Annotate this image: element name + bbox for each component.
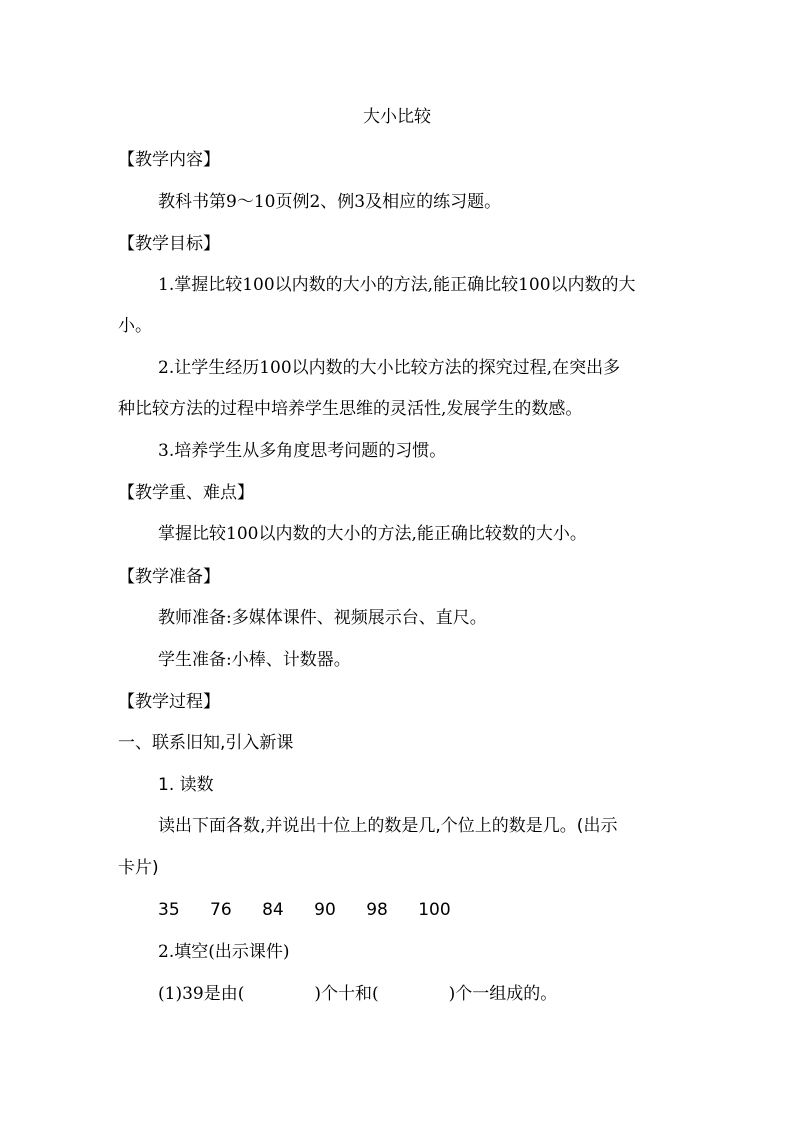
heading-teaching-content: 【教学内容】 (118, 150, 220, 170)
teaching-content-text: 教科书第9～10页例2、例3及相应的练习题。 (158, 192, 502, 212)
heading-process: 【教学过程】 (118, 692, 220, 712)
number-item: 100 (418, 900, 451, 920)
goal-2-line-2: 种比较方法的过程中培养学生思维的灵活性,发展学生的数感。 (118, 399, 583, 419)
goal-2-line-1: 2.让学生经历100以内数的大小比较方法的探究过程,在突出多 (158, 358, 621, 378)
question-1-part-c: )个一组成的。 (448, 984, 558, 1004)
number-item: 35 (158, 900, 180, 920)
number-item: 76 (210, 900, 232, 920)
number-item: 98 (366, 900, 388, 920)
number-item: 84 (262, 900, 284, 920)
number-list (158, 898, 718, 922)
goal-1-line-2: 小。 (118, 316, 152, 336)
page-title: 大小比较 (363, 107, 431, 127)
step-1-read-numbers: 1. 读数 (158, 775, 214, 795)
question-1 (158, 982, 718, 1006)
question-1-part-a: (1)39是由( (158, 984, 245, 1004)
goal-3: 3.培养学生从多角度思考问题的习惯。 (158, 441, 447, 461)
read-instruction-line-2: 卡片) (118, 858, 159, 878)
heading-teaching-goals: 【教学目标】 (118, 234, 220, 254)
heading-preparation: 【教学准备】 (118, 567, 220, 587)
goal-1-line-1: 1.掌握比较100以内数的大小的方法,能正确比较100以内数的大 (158, 275, 636, 295)
heading-key-points: 【教学重、难点】 (118, 483, 254, 503)
key-points-text: 掌握比较100以内数的大小的方法,能正确比较数的大小。 (158, 524, 587, 544)
number-item: 90 (314, 900, 336, 920)
process-part-1: 一、联系旧知,引入新课 (118, 733, 294, 753)
teacher-preparation: 教师准备:多媒体课件、视频展示台、直尺。 (158, 608, 487, 628)
student-preparation: 学生准备:小棒、计数器。 (158, 650, 351, 670)
read-instruction-line-1: 读出下面各数,并说出十位上的数是几,个位上的数是几。(出示 (158, 816, 618, 836)
question-1-part-b: )个十和( (314, 984, 379, 1004)
step-2-fill-blanks: 2.填空(出示课件) (158, 942, 290, 962)
